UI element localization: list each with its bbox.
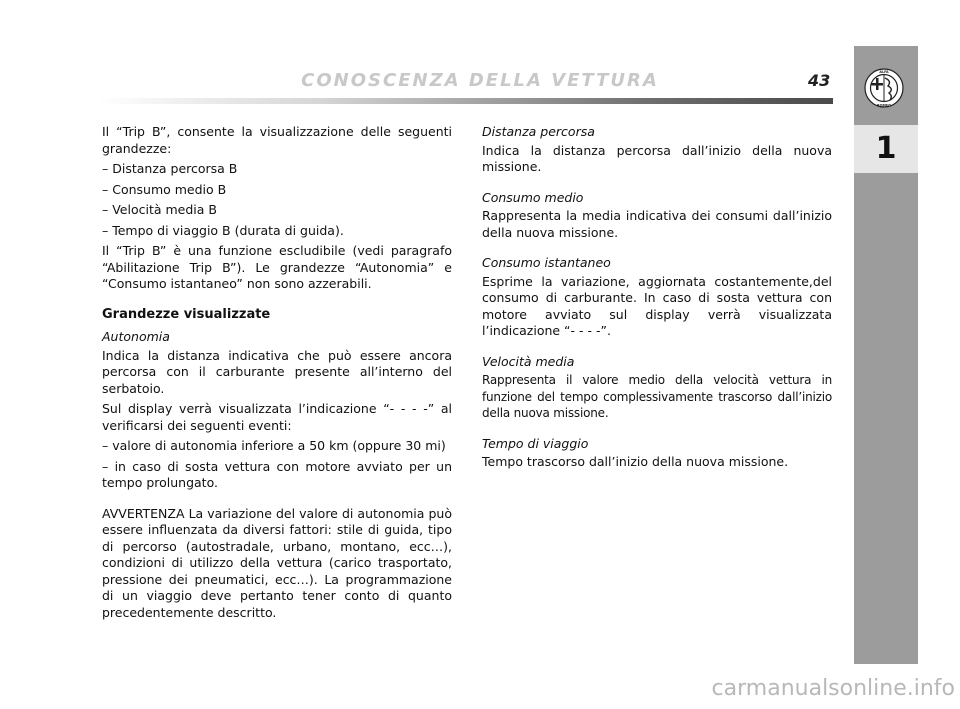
watermark-text: carmanualsonline.info <box>711 676 955 701</box>
section-title: Velocità media <box>482 353 575 369</box>
event-item: – in caso di sosta vettura con motore avviato per un tempo prolungato. <box>102 458 452 490</box>
side-tab-strip <box>854 173 918 664</box>
right-column <box>482 124 832 485</box>
section-text: Rappresenta la media indicativa dei consumi dall’inizio della nuova missione. <box>482 208 832 240</box>
warning-text: AVVERTENZA La variazione del valore di autonomia può essere influenzata da diversi fattori: stile di guida, tipo di percorso (autostradale, urbano, montano, ecc…), condizioni di utilizzo della vettura (carico trasportato, pressione dei pneumatici, ecc…). La programmazione di un viaggio deve pertanto tener conto di quanto precedentemente descritto. <box>102 505 452 620</box>
section-text: Tempo trascorso dall’inizio della nuova missione. <box>482 454 789 469</box>
list-item: – Distanza percorsa B <box>102 161 238 176</box>
section-title: Tempo di viaggio <box>482 435 589 451</box>
section-title: Consumo medio <box>482 189 584 205</box>
header-divider <box>98 98 833 104</box>
alfa-romeo-logo-icon <box>864 68 904 108</box>
intro-text: Il “Trip B”, consente la visualizzazione delle seguenti grandezze: <box>102 124 452 156</box>
chapter-tab[interactable]: 1 <box>854 125 918 173</box>
subheading-autonomia: Autonomia <box>102 329 170 344</box>
section-text: Rappresenta il valore medio della velocità vettura in funzione del tempo complessivamente trascorso dall’inizio della nuova missione. <box>482 373 832 420</box>
section-text: Indica la distanza percorsa dall’inizio della nuova missione. <box>482 142 832 174</box>
list-item: – Consumo medio B <box>102 181 227 197</box>
trip-b-note: Il “Trip B” è una funzione escludibile (vedi paragrafo “Abilitazione Trip B”). Le grandezze “Autonomia” e “Consumo istantaneo” non sono azzerabili. <box>102 243 452 291</box>
section-text: Esprime la variazione, aggiornata costantemente,del consumo di carburante. In caso di sosta vettura con motore avviato sul display verrà visualizzata l’indicazione “- - - -”. <box>482 273 832 338</box>
svg-text:ROMEO: ROMEO <box>876 103 892 108</box>
autonomia-display-text: Sul display verrà visualizzata l’indicazione “- - - -” al verificarsi dei seguenti eventi: <box>102 401 452 433</box>
section-title: Consumo istantaneo <box>482 255 611 270</box>
section-title: Distanza percorsa <box>482 124 595 139</box>
left-column <box>102 124 452 625</box>
section-consumo-istantaneo <box>482 255 832 340</box>
event-item: – valore di autonomia inferiore a 50 km (oppure 30 mi) <box>102 438 446 453</box>
list-item: – Tempo di viaggio B (durata di guida). <box>102 222 344 238</box>
section-tempo-viaggio <box>482 436 832 471</box>
svg-text:ALFA: ALFA <box>879 70 889 75</box>
section-heading: Grandezze visualizzate <box>102 306 271 322</box>
autonomia-text: Indica la distanza indicativa che può essere ancora percorsa con il carburante presente all’interno del serbatoio. <box>102 347 452 396</box>
section-consumo-medio <box>482 190 832 242</box>
section-distanza <box>482 124 832 176</box>
page-header-title: CONOSCENZA DELLA VETTURA <box>301 70 659 91</box>
list-item: – Velocità media B <box>102 202 217 217</box>
page-number: 43 <box>808 71 831 90</box>
section-velocita-media <box>482 354 832 422</box>
